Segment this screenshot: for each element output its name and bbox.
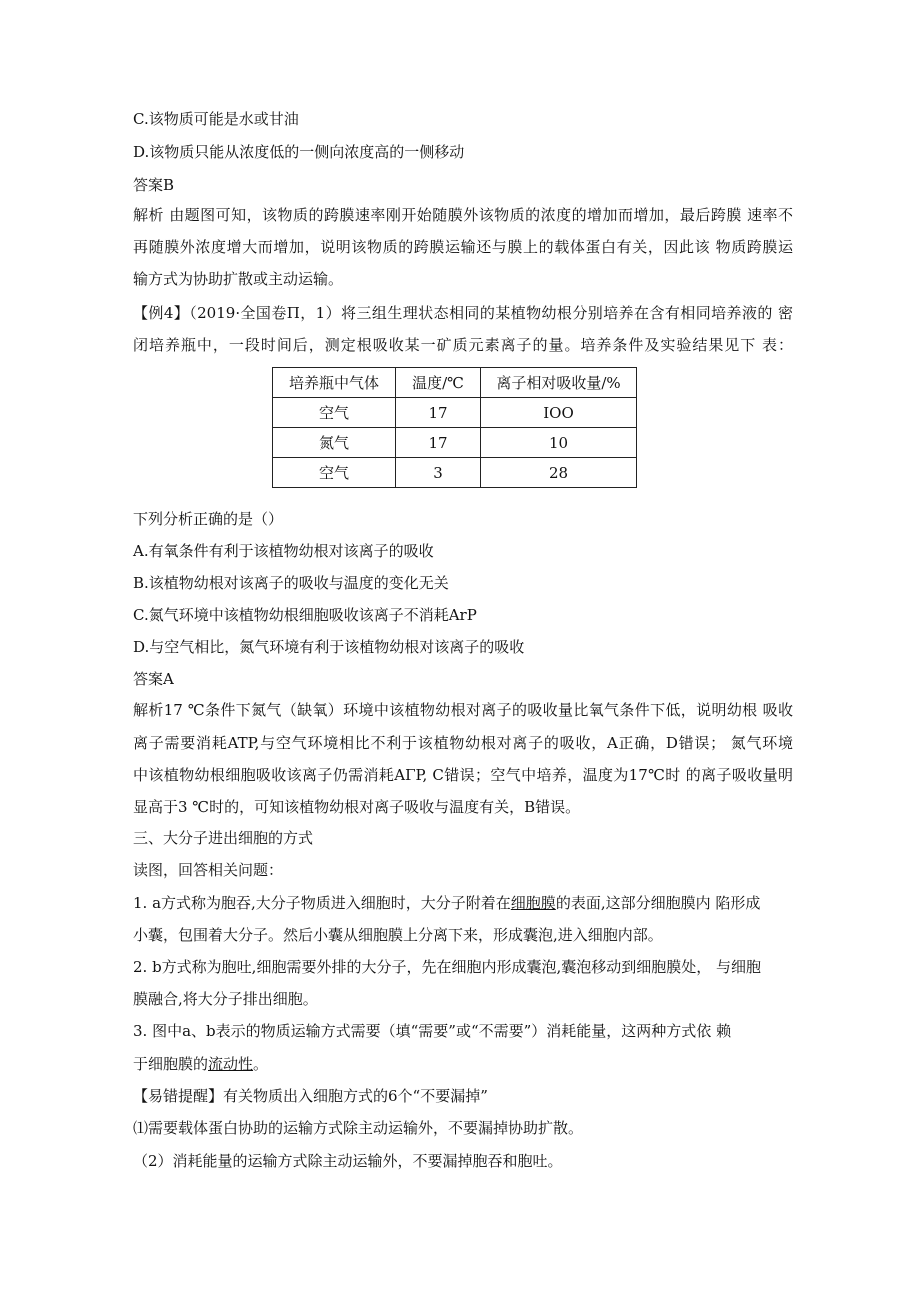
table-row [273,428,637,458]
table-cell: 空气 [273,398,396,428]
option-d: D.与空气相比，氮气环境有利于该植物幼根对该离子的吸收 [133,638,525,656]
analysis-2-line-3: 中该植物幼根细胞吸收该离子仍需消耗AΓP, C错误；空气中培养，温度为17℃时 的离子吸收量明 [133,766,793,784]
blank-fluidity: 流动性 [208,1055,254,1073]
table-header: 离子相对吸收量/% [481,368,637,398]
table-row [273,458,637,488]
analysis-1-line-3: 输方式为协助扩散或主动运输。 [133,270,344,288]
results-table [272,367,637,488]
table-cell: 氮气 [273,428,396,458]
table-header: 培养瓶中气体 [273,368,396,398]
option-b: B.该植物幼根对该离子的吸收与温度的变化无关 [133,574,449,592]
instruction: 读图，回答相关问题： [133,861,284,879]
answer-1: 答案B [133,176,175,194]
analysis-1-line-2: 再随膜外浓度增大而增加，说明该物质的跨膜运输还与膜上的载体蛋白有关，因此该 物质跨膜运 [133,238,793,256]
item-2-line-1: 2. b方式称为胞吐,细胞需要外排的大分子，先在细胞内形成囊泡,囊泡移动到细胞膜处， 与细胞 [133,958,761,976]
table-cell: IOO [481,398,637,428]
table-cell: 28 [481,458,637,488]
table-cell: 3 [396,458,481,488]
item-3-text-b: 。 [253,1055,269,1073]
item-1-text-a: 1. a方式称为胞吞,大分子物质进入细胞时，大分子附着在 [133,894,511,912]
analysis-2-line-1: 解析17 ℃条件下氮气（缺氧）环境中该植物幼根对离子的吸收量比氧气条件下低，说明幼根 吸收 [133,701,793,719]
reminder-2: （2）消耗能量的运输方式除主动运输外，不要漏掉胞吞和胞吐。 [133,1152,563,1170]
blank-cell-membrane: 细胞膜 [510,894,556,912]
option-c: C.氮气环境中该植物幼根细胞吸收该离子不消耗ArP [133,606,477,624]
example-4-line-1: 【例4】（2019·全国卷Π，1）将三组生理状态相同的某植物幼根分别培养在含有相同培养液的 密 [133,304,793,322]
analysis-2-line-4: 显高于3 ℃时的，可知该植物幼根对离子吸收与温度有关，B错误。 [133,798,581,816]
analysis-1-line-1: 解析 由题图可知，该物质的跨膜速率刚开始随膜外该物质的浓度的增加而增加，最后跨膜 速率不 [133,206,793,224]
table-cell: 10 [481,428,637,458]
reminder-1: ⑴需要载体蛋白协助的运输方式除主动运输外，不要漏掉协助扩散。 [133,1119,584,1137]
item-3-line-1: 3. 图中a、b表示的物质运输方式需要（填“需要”或“不需要”）消耗能量，这两种方式依 赖 [133,1022,732,1040]
item-3-text-a: 于细胞膜的 [133,1055,209,1073]
item-1-text-b: 的表面,这部分细胞膜内 陷形成 [555,894,761,912]
table-cell: 空气 [273,458,396,488]
example-4-line-2: 闭培养瓶中，一段时间后，测定根吸收某一矿质元素离子的量。培养条件及实验结果见下 表： [133,336,793,354]
question-stem: 下列分析正确的是（） [133,510,284,528]
reminder-heading: 【易错提醒】有关物质出入细胞方式的6个“不要漏掉” [133,1087,488,1105]
table-cell: 17 [396,398,481,428]
section-heading: 三、大分子进出细胞的方式 [133,829,314,847]
item-1-line-1 [133,893,760,913]
table-cell: 17 [396,428,481,458]
analysis-2-line-2: 离子需要消耗ATP,与空气环境相比不利于该植物幼根对离子的吸收，A正确，D错误； 氮气环境 [133,734,793,752]
item-3-line-2 [133,1054,268,1074]
item-1-line-2: 小囊，包围着大分子。然后小囊从细胞膜上分离下来，形成囊泡,进入细胞内部。 [133,926,663,944]
table-header: 温度/℃ [396,368,481,398]
answer-2: 答案A [133,670,174,688]
option-a: A.有氧条件有利于该植物幼根对该离子的吸收 [133,542,434,560]
table-header-row [273,368,637,398]
option-d-top: D.该物质只能从浓度低的一侧向浓度高的一侧移动 [133,143,465,161]
item-2-line-2: 膜融合,将大分子排出细胞。 [133,990,318,1008]
table-row [273,398,637,428]
option-c-top: C.该物质可能是水或甘油 [133,110,299,128]
